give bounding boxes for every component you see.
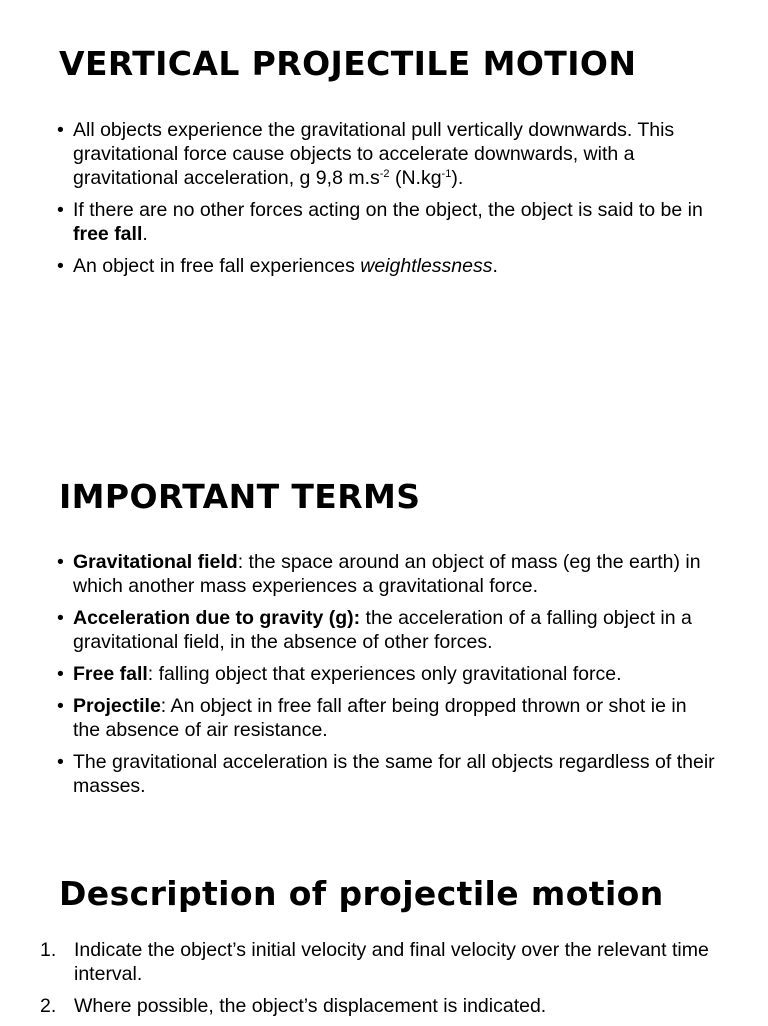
bullet-text: . [492, 255, 498, 277]
list-item [57, 662, 717, 686]
list-item [57, 198, 717, 246]
bullet-glyph: • [57, 695, 64, 717]
section-title-description-of-projectile-motion: Description of projectile motion [59, 874, 664, 913]
term: Gravitational field [73, 551, 238, 573]
term: Projectile [73, 695, 161, 717]
bullet-glyph: • [57, 663, 64, 685]
definition: : falling object that experiences only gravitational force. [147, 663, 622, 685]
term: Acceleration due to gravity (g): [73, 607, 361, 629]
bold-term: free fall [73, 223, 143, 245]
list-item [40, 994, 720, 1018]
list-item [57, 254, 717, 278]
section-title-important-terms: IMPORTANT TERMS [59, 477, 421, 516]
list-text: Where possible, the object’s displacement is indicated. [74, 995, 547, 1017]
bullet-glyph: • [57, 255, 64, 277]
section-title-vertical-projectile-motion: VERTICAL PROJECTILE MOTION [59, 44, 637, 83]
bullet-text: All objects experience the gravitational pull vertically downwards. This gravitational force cause objects to accelerate downwards, with a gravitational acceleration, g 9,8 m.s [73, 119, 675, 189]
list-item [57, 750, 717, 798]
definition: The gravitational acceleration is the same for all objects regardless of their masses. [73, 751, 715, 797]
superscript: -2 [379, 168, 390, 180]
bullet-glyph: • [57, 199, 64, 221]
definition: the acceleration of a falling object in a gravitational field, in the absence of other forces. [73, 607, 692, 653]
list-item [57, 606, 717, 654]
bullet-glyph: • [57, 119, 64, 141]
list-item [57, 118, 717, 190]
bullet-text: If there are no other forces acting on the object, the object is said to be in [73, 199, 703, 221]
list-text: Indicate the object’s initial velocity and final velocity over the relevant time interval. [74, 939, 709, 985]
bullet-text: An object in free fall experiences [73, 255, 361, 277]
italic-term: weightlessness [360, 255, 493, 277]
important-terms-list [57, 550, 717, 806]
list-item [57, 694, 717, 742]
bullet-text: . [142, 223, 148, 245]
bullet-text: ). [451, 167, 464, 189]
bullet-glyph: • [57, 751, 64, 773]
bullet-text: (N.kg [389, 167, 442, 189]
bullet-glyph: • [57, 607, 64, 629]
list-item [40, 938, 720, 986]
list-number: 1. [40, 939, 57, 961]
projectile-description-list [40, 938, 720, 1026]
list-number: 2. [40, 995, 57, 1017]
superscript: -1 [441, 168, 452, 180]
definition: : the space around an object of mass (eg the earth) in which another mass experiences a gravitational force. [73, 551, 701, 597]
list-item [57, 550, 717, 598]
bullet-glyph: • [57, 551, 64, 573]
term: Free fall [73, 663, 148, 685]
vertical-motion-bullet-list [57, 118, 717, 286]
definition: : An object in free fall after being dropped thrown or shot ie in the absence of air resistance. [73, 695, 687, 741]
